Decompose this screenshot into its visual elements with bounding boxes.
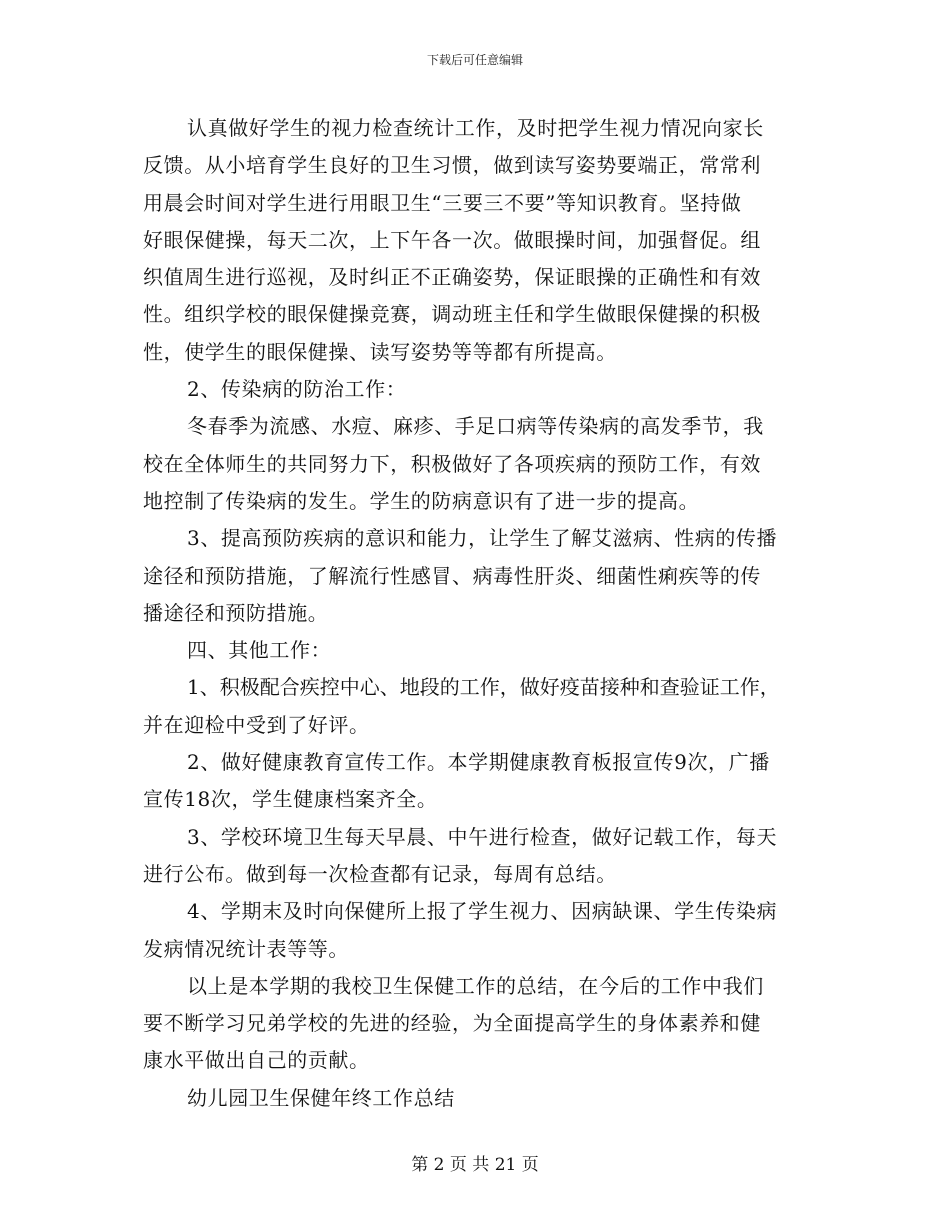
section-title: 幼儿园卫生保健年终工作总结 — [187, 1085, 455, 1110]
text-line: 要不断学习兄弟学校的先进的经验，为全面提高学生的身体素养和健 — [143, 1011, 761, 1036]
text-line: 认真做好学生的视力检查统计工作，及时把学生视力情况向家长 — [187, 116, 764, 140]
text-line: 康水平做出自己的贡献。 — [143, 1048, 370, 1073]
text-line: 织值周生进行巡视，及时纠正不正确姿势，保证眼操的正确性和有效 — [143, 265, 761, 290]
text-line: 2、做好健康教育宣传工作。本学期健康教育板报宣传9次，广播 — [187, 750, 770, 775]
text-line: 地控制了传染病的发生。学生的防病意识有了进一步的提高。 — [143, 488, 700, 513]
text-line: 性，使学生的眼保健操、读写姿势等等都有所提高。 — [143, 339, 617, 364]
text-line: 3、学校环境卫生每天早晨、中午进行检查，做好记载工作，每天 — [187, 824, 778, 849]
text-line: 反馈。从小培育学生良好的卫生习惯，做到读写姿势要端正，常常利 — [143, 153, 761, 178]
text-line: 用晨会时间对学生进行用眼卫生“三要三不要”等知识教育。坚持做 — [143, 190, 742, 215]
text-line: 4、学期末及时向保健所上报了学生视力、因病缺课、学生传染病 — [187, 899, 778, 924]
page-number-footer: 第 2 页 共 21 页 — [411, 1155, 539, 1175]
text-line: 以上是本学期的我校卫生保健工作的总结，在今后的工作中我们 — [187, 973, 764, 998]
text-line: 3、提高预防疾病的意识和能力，让学生了解艾滋病、性病的传播 — [187, 526, 778, 551]
text-line: 校在全体师生的共同努力下，积极做好了各项疾病的预防工作，有效 — [143, 451, 761, 476]
section-heading: 四、其他工作： — [187, 638, 332, 663]
section-heading: 2、传染病的防治工作： — [187, 377, 407, 402]
document-body — [143, 110, 811, 1117]
text-line: 并在迎检中受到了好评。 — [143, 712, 370, 737]
text-line: 播途径和预防措施。 — [143, 600, 329, 625]
text-line: 1、积极配合疾控中心、地段的工作，做好疫苗接种和查验证工作， — [187, 675, 780, 700]
text-line: 进行公布。做到每一次检查都有记录，每周有总结。 — [143, 861, 617, 886]
text-line: 宣传18次，学生健康档案齐全。 — [143, 787, 438, 812]
text-line: 发病情况统计表等等。 — [143, 936, 349, 961]
text-line: 途径和预防措施，了解流行性感冒、病毒性肝炎、细菌性痢疾等的传 — [143, 563, 761, 588]
text-line: 冬春季为流感、水痘、麻疹、手足口病等传染病的高发季节，我 — [187, 414, 764, 439]
page-header: 下载后可任意编辑 — [426, 53, 523, 67]
text-line: 性。组织学校的眼保健操竞赛，调动班主任和学生做眼保健操的积极 — [143, 302, 761, 327]
text-line: 好眼保健操，每天二次，上下午各一次。做眼操时间，加强督促。组 — [143, 227, 761, 252]
